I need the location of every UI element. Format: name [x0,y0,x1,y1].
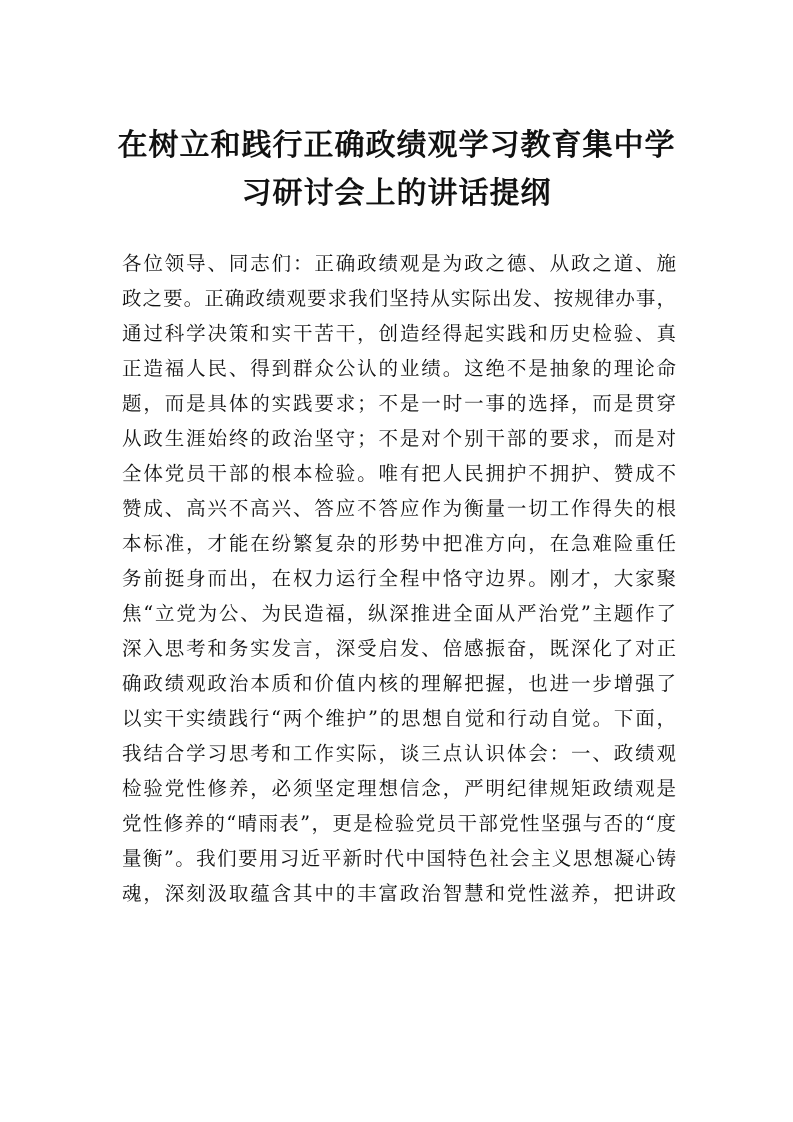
body-line: 全体党员干部的根本检验。唯有把人民拥护不拥护、赞成不 [122,462,676,485]
document-title [100,122,693,218]
title-line: 习研讨会上的讲话提纲 [241,176,552,211]
title-line: 在树立和践行正确政绩观学习教育集中学 [117,128,676,163]
body-line: 确政绩观政治本质和价值内核的理解把握，也进一步增强了 [122,672,676,695]
body-line: 我结合学习思考和工作实际，谈三点认识体会：一、政绩观 [122,742,676,765]
body-line: 赞成、高兴不高兴、答应不答应作为衡量一切工作得失的根 [122,497,676,520]
body-line: 焦“立党为公、为民造福，纵深推进全面从严治党”主题作了 [122,602,676,625]
body-line: 正造福人民、得到群众公认的业绩。这绝不是抽象的理论命 [122,357,676,380]
body-line: 深入思考和务实发言，深受启发、倍感振奋，既深化了对正 [122,637,676,660]
body-line: 以实干实绩践行“两个维护”的思想自觉和行动自觉。下面， [122,707,676,730]
body-line: 量衡”。我们要用习近平新时代中国特色社会主义思想凝心铸 [122,847,676,870]
body-line: 政之要。正确政绩观要求我们坚持从实际出发、按规律办事， [122,287,676,310]
body-line: 从政生涯始终的政治坚守；不是对个别干部的要求，而是对 [122,427,676,450]
body-line: 通过科学决策和实干苦干，创造经得起实践和历史检验、真 [122,322,676,345]
body-line: 各位领导、同志们：正确政绩观是为政之德、从政之道、施 [122,252,676,275]
body-line: 魂，深刻汲取蕴含其中的丰富政治智慧和党性滋养，把讲政 [122,882,676,905]
body-line: 本标准，才能在纷繁复杂的形势中把准方向，在急难险重任 [122,532,676,555]
body-line: 务前挺身而出，在权力运行全程中恪守边界。刚才，大家聚 [122,567,676,590]
body-line: 检验党性修养，必须坚定理想信念，严明纪律规矩政绩观是 [122,777,676,800]
body-line: 题，而是具体的实践要求；不是一时一事的选择，而是贯穿 [122,392,676,415]
document-body [122,246,676,911]
body-line: 党性修养的“晴雨表”，更是检验党员干部党性坚强与否的“度 [122,812,676,835]
